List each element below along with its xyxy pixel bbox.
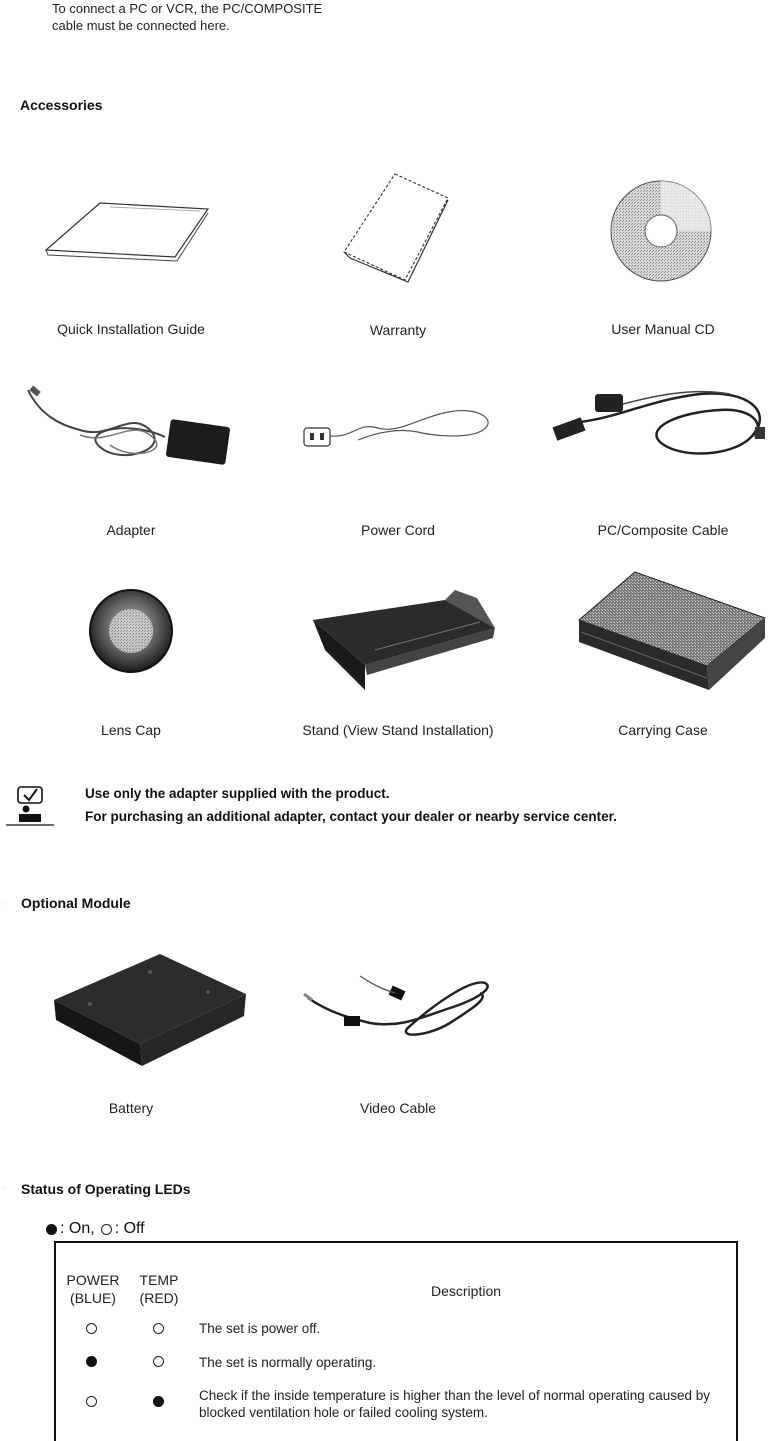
led-on-icon <box>46 1224 57 1235</box>
booklet-icon <box>40 195 215 265</box>
caption-carrying-case: Carrying Case <box>618 722 708 738</box>
caption-pc-composite-cable: PC/Composite Cable <box>597 522 729 538</box>
legend-off-label: : Off <box>114 1220 145 1237</box>
caption-user-manual-cd: User Manual CD <box>611 321 715 337</box>
optional-module-heading: Optional Module <box>21 895 131 911</box>
caption-adapter: Adapter <box>106 522 156 538</box>
caption-quick-installation-guide: Quick Installation Guide <box>57 321 205 337</box>
header-power-color: (BLUE) <box>70 1290 116 1306</box>
temp-led-off <box>153 1356 164 1367</box>
intro-line-1: To connect a PC or VCR, the PC/COMPOSITE <box>52 1 323 16</box>
note-line-1: Use only the adapter supplied with the product. <box>85 786 390 801</box>
legend-on-label: : On, <box>60 1220 95 1237</box>
warranty-card-icon <box>340 170 455 285</box>
cd-icon <box>608 178 714 284</box>
header-temp <box>128 1271 190 1307</box>
intro-text <box>52 0 322 34</box>
temp-led-off <box>153 1323 164 1334</box>
section-bullet-icon: ◌ <box>2 1183 8 1193</box>
adapter-icon <box>20 385 235 475</box>
led-status-heading: Status of Operating LEDs <box>21 1181 191 1197</box>
power-led-off <box>86 1323 97 1334</box>
caption-stand: Stand (View Stand Installation) <box>302 722 494 738</box>
row-3-description: Check if the inside temperature is higher than the level of normal operating caused by blocked ventilation hole or failed cooling system. <box>199 1388 711 1420</box>
note-line-2: For purchasing an additional adapter, contact your dealer or nearby service center. <box>85 809 617 824</box>
caption-lens-cap: Lens Cap <box>101 722 161 738</box>
header-temp-label: TEMP <box>139 1272 179 1288</box>
video-cable-icon <box>300 968 495 1053</box>
led-legend <box>46 1220 145 1238</box>
header-power <box>62 1271 124 1307</box>
led-off-icon <box>101 1224 112 1235</box>
header-description: Description <box>430 1283 502 1299</box>
caption-power-cord: Power Cord <box>361 522 435 538</box>
row-1-description: The set is power off. <box>199 1321 321 1336</box>
temp-led-on <box>153 1396 164 1407</box>
lens-cap-icon <box>88 588 174 674</box>
power-led-off <box>86 1396 97 1407</box>
intro-line-2: cable must be connected here. <box>52 18 230 33</box>
power-cord-icon <box>298 400 493 460</box>
accessories-heading: Accessories <box>20 97 103 113</box>
note-check-icon <box>4 785 56 827</box>
caption-warranty: Warranty <box>369 322 427 338</box>
header-temp-color: (RED) <box>139 1290 179 1306</box>
led-status-table <box>54 1241 738 1441</box>
pc-composite-cable-icon <box>550 382 771 467</box>
header-power-label: POWER <box>66 1272 120 1288</box>
caption-video-cable: Video Cable <box>359 1100 437 1116</box>
caption-battery: Battery <box>108 1100 154 1116</box>
power-led-on <box>86 1356 97 1367</box>
battery-icon <box>50 950 250 1070</box>
section-bullet-icon: ◌ <box>2 897 8 907</box>
stand-icon <box>305 590 500 695</box>
carrying-case-icon <box>575 568 770 696</box>
row-2-description: The set is normally operating. <box>199 1355 377 1370</box>
